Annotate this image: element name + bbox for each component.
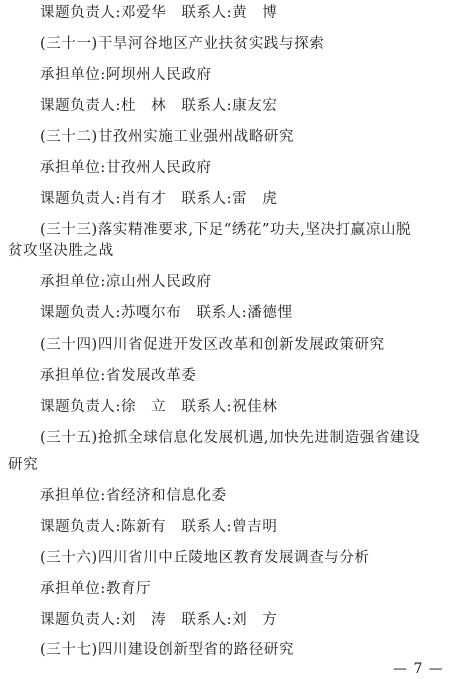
page-number: — 7 — <box>393 661 444 677</box>
text-line: (三十六)四川省川中丘陵地区教育发展调查与分析 <box>40 550 370 566</box>
text-line: 课题负责人:陈新有 联系人:曾吉明 <box>40 519 278 535</box>
text-line: (三十三)落实精准要求,下足“绣花”功夫,坚决打赢凉山脱 <box>40 222 412 238</box>
text-line: 承担单位:凉山州人民政府 <box>40 274 212 290</box>
text-line: 承担单位:教育厅 <box>40 581 152 597</box>
text-line: 课题负责人:肖有才 联系人:雷 虎 <box>40 191 278 207</box>
text-line: 承担单位:省发展改革委 <box>40 368 197 384</box>
text-line: 研究 <box>8 457 39 473</box>
text-line: (三十二)甘孜州实施工业强州战略研究 <box>40 129 295 145</box>
text-line: 承担单位:阿坝州人民政府 <box>40 67 212 83</box>
text-line: (三十五)抢抓全球信息化发展机遇,加快先进制造强省建设 <box>40 430 421 446</box>
text-line: (三十四)四川省促进开发区改革和创新发展政策研究 <box>40 337 385 353</box>
text-line: 课题负责人:刘 涛 联系人:刘 方 <box>40 612 278 628</box>
text-line: (三十七)四川建设创新型省的路径研究 <box>40 642 295 658</box>
text-line: 承担单位:省经济和信息化委 <box>40 488 227 504</box>
text-line: 贫攻坚决胜之战 <box>8 243 114 259</box>
text-line: 承担单位:甘孜州人民政府 <box>40 160 212 176</box>
text-line: 课题负责人:苏嘎尔布 联系人:潘德悝 <box>40 305 293 321</box>
text-line: (三十一)干旱河谷地区产业扶贫实践与探索 <box>40 36 325 52</box>
text-line: 课题负责人:杜 林 联系人:康友宏 <box>40 98 278 114</box>
text-line: 课题负责人:徐 立 联系人:祝佳林 <box>40 399 278 415</box>
text-line: 课题负责人:邓爱华 联系人:黄 博 <box>40 5 278 21</box>
